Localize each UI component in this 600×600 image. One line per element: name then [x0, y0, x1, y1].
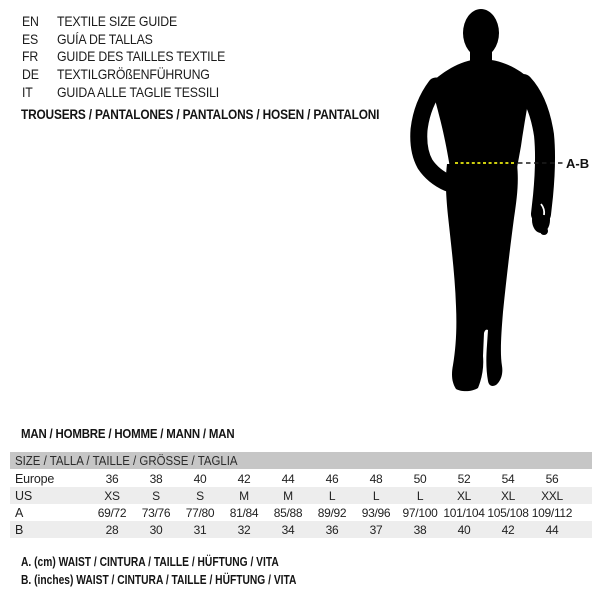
size-row-label: A — [15, 505, 24, 520]
size-row-label: US — [15, 488, 32, 503]
size-cell: 30 — [149, 522, 163, 537]
language-code: IT — [22, 83, 33, 100]
size-cell: 31 — [193, 522, 207, 537]
size-cell: L — [416, 488, 424, 503]
size-table-row — [10, 504, 592, 521]
size-cell: 48 — [369, 471, 383, 486]
size-cell: 50 — [413, 471, 427, 486]
man-silhouette — [419, 9, 550, 391]
size-table-header-row — [10, 452, 592, 470]
size-cell: 36 — [105, 471, 119, 486]
language-row — [22, 84, 248, 102]
size-cell: 38 — [149, 471, 163, 486]
language-label: GUÍA DE TALLAS — [57, 30, 153, 47]
size-cell: 105/108 — [487, 505, 529, 520]
language-guide — [22, 13, 248, 102]
language-code: EN — [22, 13, 39, 29]
category-heading-text: TROUSERS / PANTALONES / PANTALONS / HOSEN / PANTALONI — [21, 107, 380, 122]
language-label: GUIDE DES TAILLES TEXTILE — [57, 48, 226, 65]
size-cell: 44 — [545, 522, 559, 537]
size-table — [10, 452, 592, 538]
size-cell: 38 — [413, 522, 427, 537]
size-cell: XXL — [541, 488, 563, 503]
size-cell: S — [152, 488, 160, 503]
size-row-spacer — [574, 521, 592, 538]
footnotes — [21, 554, 357, 589]
size-cell: 40 — [193, 471, 207, 486]
size-cell: 37 — [369, 522, 383, 537]
size-cell: 28 — [105, 522, 119, 537]
size-cell: 44 — [281, 471, 295, 486]
man-figure — [400, 0, 590, 400]
language-row — [22, 48, 248, 66]
language-label: TEXTILE SIZE GUIDE — [57, 13, 178, 29]
size-cell: 97/100 — [402, 505, 438, 520]
size-cell: L — [328, 488, 336, 503]
size-cell: 42 — [501, 522, 515, 537]
size-cell: S — [196, 488, 204, 503]
size-cell: 52 — [457, 471, 471, 486]
language-code: FR — [22, 48, 39, 65]
language-code: ES — [22, 30, 39, 47]
size-cell: L — [372, 488, 380, 503]
footnote-a: A. (cm) WAIST / CINTURA / TAILLE / HÜFTUNG / VITA — [21, 555, 279, 569]
size-cell: 46 — [325, 471, 339, 486]
footnote-b: B. (inches) WAIST / CINTURA / TAILLE / HÜFTUNG / VITA — [21, 572, 297, 587]
size-cell: 81/84 — [229, 505, 259, 520]
size-row-label: B — [15, 522, 24, 537]
section-heading — [21, 426, 264, 441]
size-cell: 101/104 — [443, 505, 485, 520]
measure-label: A-B — [566, 156, 590, 171]
size-cell: 40 — [457, 522, 471, 537]
size-row-spacer — [574, 504, 592, 521]
size-table-row — [10, 470, 592, 488]
right-arm — [523, 84, 545, 214]
size-cell: 32 — [237, 522, 251, 537]
size-row-label: Europe — [15, 471, 55, 486]
size-cell: XS — [104, 488, 120, 503]
size-row-spacer — [574, 487, 592, 504]
language-code: DE — [22, 66, 39, 83]
size-cell: 85/88 — [273, 505, 303, 520]
size-cell: 69/72 — [97, 505, 127, 520]
size-table-header-cell — [10, 452, 592, 470]
size-cell: 36 — [325, 522, 339, 537]
trousers — [446, 164, 518, 391]
section-heading-text: MAN / HOMBRE / HOMME / MANN / MAN — [21, 426, 235, 441]
size-cell: M — [239, 488, 249, 503]
size-table-header-text: SIZE / TALLA / TAILLE / GRÖSSE / TAGLIA — [15, 453, 238, 468]
size-table-row — [10, 521, 592, 538]
size-cell: M — [283, 488, 293, 503]
size-cell: 93/96 — [361, 505, 391, 520]
size-cell: 54 — [501, 471, 515, 486]
category-heading — [21, 107, 428, 122]
size-cell: XL — [500, 488, 516, 503]
language-label: TEXTILGRÖßENFÜHRUNG — [57, 66, 210, 83]
size-cell: 56 — [545, 471, 559, 486]
size-cell: 73/76 — [141, 505, 171, 520]
size-row-spacer — [574, 470, 592, 488]
language-row — [22, 13, 248, 31]
size-table-row — [10, 487, 592, 504]
size-cell: 34 — [281, 522, 295, 537]
size-cell: 109/112 — [531, 505, 573, 520]
size-table-body — [10, 470, 592, 539]
size-cell: 89/92 — [317, 505, 347, 520]
language-row — [22, 66, 248, 84]
size-cell: XL — [456, 488, 472, 503]
language-row — [22, 31, 248, 49]
size-cell: 42 — [237, 471, 251, 486]
size-cell: 77/80 — [185, 505, 215, 520]
language-label: GUIDA ALLE TAGLIE TESSILI — [57, 83, 220, 100]
